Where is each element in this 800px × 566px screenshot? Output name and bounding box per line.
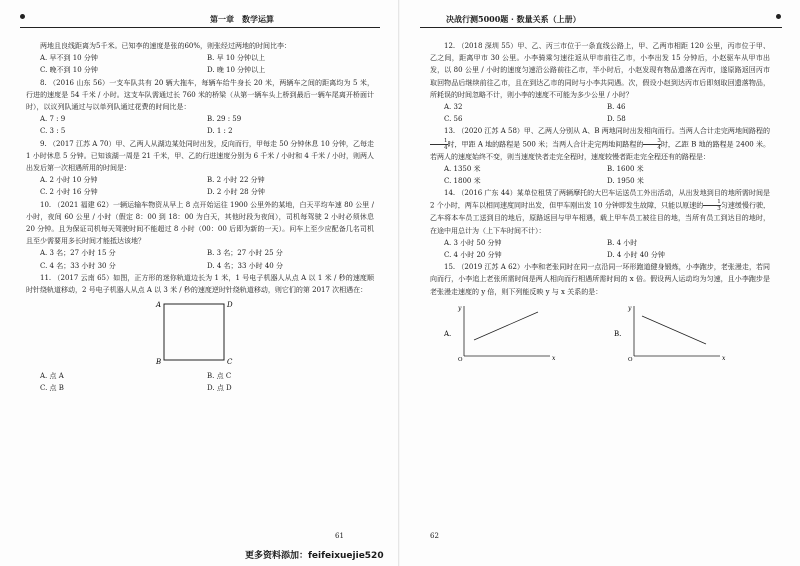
question-7-options: [40, 52, 374, 76]
fraction-three-quarters: [643, 138, 661, 151]
question-12: 12. （2018 深圳 55）甲、乙、丙三市位于一条直线公路上，甲、乙两市相距 120 公里，丙市位于甲、乙之间，距离甲市 30 公里。小李骑乘匀速往返从甲市前往乙市，小李出发 15 分钟后，小赵驱车从甲市出发，以 80 公里 / 小时的速度匀速沿公路前往乙市，半小时后，小赵发现有物品遗落在丙市，遂原路返回丙市取回物品后继续前往乙市，且在到达乙市的同时与小李共同遇。次，假设小赵到达丙市后即刻取回遗落物品，所耗误的时间忽略不计，则小李的速度不可能为多少公里 / 小时？: [430, 42, 770, 99]
question-7-tail: 两地且良线距离为5千米。已知李的速度是张的60%，则张经过两地的时间比李：: [40, 42, 292, 50]
graph-option-a-label: A.: [444, 329, 452, 338]
graph-options-figure: [430, 300, 770, 362]
fraction-numerator: 3: [643, 138, 661, 145]
option: A. 1350 米: [444, 164, 481, 173]
question-10: 10. （2021 福建 62）一辆运输车物资从早上 8 点开始运往 1900 公里外的某地，白天平均车速 80 公里 / 小时，夜间 60 公里 / 小时（假定 8：00 到 18：00 为白天，其他时段为夜间），司机每驾驶 2 小时必须休息 20 分钟。且为保证司机每天驾驶时间不能超过 8 小时（00：00 后即为新的一天）。问车上至少应配备几名司机且至少需要用多长时间才能抵达该地？: [26, 200, 374, 246]
question-9: 9. （2017 江苏 A 70）甲、乙两人从湖边某处同时出发，反向而行，甲每走 50 分钟休息 10 分钟，乙每走 1 小时休息 5 分钟。已知该湖一周是 21 千米，甲、乙的行进速度分别为 6 千米 / 小时和 4 千米 / 小时，则两人出发后第一次相遇所用的时间是：: [26, 139, 374, 173]
option: A. 点 A: [40, 372, 64, 381]
vertex-label-a: A: [156, 301, 162, 310]
origin-label: O: [628, 356, 633, 362]
question-15: 15. （2019 江苏 A 62）小李和老张同时在同一点沿同一环形跑道健身锻炼，小李跑步，老张漫走，若同向而行，小李追上老张所需时间是两人相向而行相遇所需时间的 x 倍。假设两人运动均为匀速，且小李跑步是老张漫走速度的 y 倍，则下列能反映 y 与 x 关系的是：: [430, 263, 770, 296]
option: B. 1600 米: [607, 164, 644, 173]
option: C. 4 名；33 小时 30 分: [40, 261, 116, 270]
right-page: [400, 0, 800, 566]
fraction-numerator: 1: [430, 138, 448, 145]
question-13-text-a: 13. （2020 江苏 A 58）甲、乙两人分别从 A、B 两地同时出发相向而行。当两人合计走完两地间路程的: [444, 127, 770, 136]
left-page-header: 第一章 数学运算: [210, 14, 274, 24]
x-axis-label: x: [552, 354, 556, 362]
square-track-figure: [26, 298, 374, 370]
question-13-options: [444, 163, 770, 187]
vertex-label-b: B: [156, 358, 162, 367]
option: C. 点 B: [40, 384, 64, 393]
option: B. 3 名；27 小时 25 分: [207, 249, 283, 258]
y-axis-label: y: [458, 304, 462, 312]
question-14-text-b: 匀速缓慢行驶，乙车将本车员工送到目的地后，原路返回与甲车相遇，载上甲车员工被往目的地，当所有员工到达目的地时，在途中用总计为（上下车时间不计）：: [430, 201, 771, 235]
option: C. 3 : 5: [40, 127, 66, 136]
promo-footer: 更多资料添加：feifeixuejie520: [245, 551, 384, 561]
option: A. 早不到 10 分钟: [40, 54, 98, 63]
vertex-label-d: D: [227, 301, 233, 310]
option: C. 晚不到 10 分钟: [40, 66, 98, 75]
option: B. 早 10 分钟以上: [207, 54, 265, 63]
vertex-label-c: C: [227, 358, 233, 367]
question-11-options: [40, 370, 374, 394]
fraction-one-third: [703, 199, 721, 212]
option: B. 46: [607, 103, 626, 112]
question-13: [430, 125, 770, 162]
x-axis-label: x: [722, 354, 726, 362]
option: B. 2 小时 22 分钟: [207, 176, 265, 185]
fraction-denominator: 4: [657, 144, 661, 151]
option: A. 2 小时 10 分钟: [40, 176, 98, 185]
option: A. 3 名；27 小时 15 分: [40, 249, 116, 258]
option: D. 点 D: [207, 384, 232, 393]
origin-label: O: [458, 356, 463, 362]
question-13-text-b: 时，甲距 A 地的路程是 500 米；当两人合计走完两地间路程的: [447, 140, 644, 149]
option: D. 1950 米: [607, 177, 644, 186]
question-14-text-a: 14. （2016 广东 44）某单位租赁了两辆摩托的大巴车运送员工外出活动，从出发地到目的地所需时间是 2 个小时，两车以相同速度同时出发，但甲车刚出发 10 分钟即发生故障，只能以原速的: [430, 189, 770, 210]
square-track: [164, 304, 224, 360]
option: B. 29 : 59: [207, 115, 242, 124]
question-13-text-c: 时，乙距 B 地的路程是 2400 米。若两人的速度始终不变，则当速度快者走完全程时，速度较慢者距走完全程还有的路程是：: [430, 140, 770, 161]
option: D. 4 名；33 小时 40 分: [207, 261, 283, 270]
option: A. 3 小时 50 分钟: [444, 238, 502, 247]
question-14: [430, 187, 770, 237]
graph-line: [474, 312, 538, 340]
fraction-denominator: 3: [717, 206, 721, 213]
left-page-number: 61: [335, 532, 344, 540]
option: D. 2 小时 28 分钟: [207, 188, 265, 197]
header-rule: [20, 27, 380, 28]
fraction-one-quarter: [430, 138, 448, 151]
right-page-header: 决战行测5000题 · 数量关系（上册）: [446, 14, 581, 24]
option: A. 32: [444, 103, 463, 112]
fraction-denominator: 4: [444, 144, 448, 151]
option: A. 7 : 9: [40, 115, 66, 124]
option: C. 2 小时 16 分钟: [40, 188, 98, 197]
question-8: 8. （2016 山东 56）一支车队共有 20 辆大拖车，每辆车给牛身长 20 米，两辆车之间的距离均为 5 米，行进的速度是 54 千米 / 小时。这支车队需通过长 760 米的桥梁（从第一辆车头上桥到最后一辆车尾离开桥面计时），以议列队通过与以单列队通过花费的时间比是：: [26, 78, 374, 112]
option: B. 4 小时: [607, 238, 638, 247]
option: D. 4 小时 40 分钟: [607, 251, 665, 260]
option: C. 4 小时 20 分钟: [444, 251, 502, 260]
right-page-content: [430, 40, 770, 362]
option: D. 58: [607, 115, 626, 124]
question-10-options: [40, 247, 374, 271]
option: C. 1800 米: [444, 177, 481, 186]
y-axis-label: y: [628, 304, 632, 312]
left-page-content: [26, 40, 374, 395]
graph-option-b-label: B.: [614, 329, 622, 338]
question-14-options: [444, 237, 770, 261]
option: D. 晚 10 分钟以上: [207, 66, 266, 75]
option: B. 点 C: [207, 372, 232, 381]
question-9-options: [40, 174, 374, 198]
option: D. 1 : 2: [207, 127, 233, 136]
question-12-options: [444, 101, 770, 125]
fraction-numerator: 1: [703, 199, 721, 206]
graph-line: [642, 316, 706, 344]
right-page-number: 62: [430, 532, 439, 540]
bullet-icon: [20, 14, 25, 19]
header-rule: [420, 27, 782, 28]
question-11: 11. （2017 云南 65）如图，正方形的迷你轨道边长为 1 米，1 号电子机器人从点 A 以 1 米 / 秒的速度顺时针绕轨道移动，2 号电子机器人从点 A 以 3 米 / 秒的速度逆时针绕轨道移动，则它们的第 2017 次相遇在：: [26, 273, 374, 295]
option: C. 56: [444, 115, 463, 124]
question-8-options: [40, 113, 374, 137]
bullet-icon: [776, 14, 781, 19]
